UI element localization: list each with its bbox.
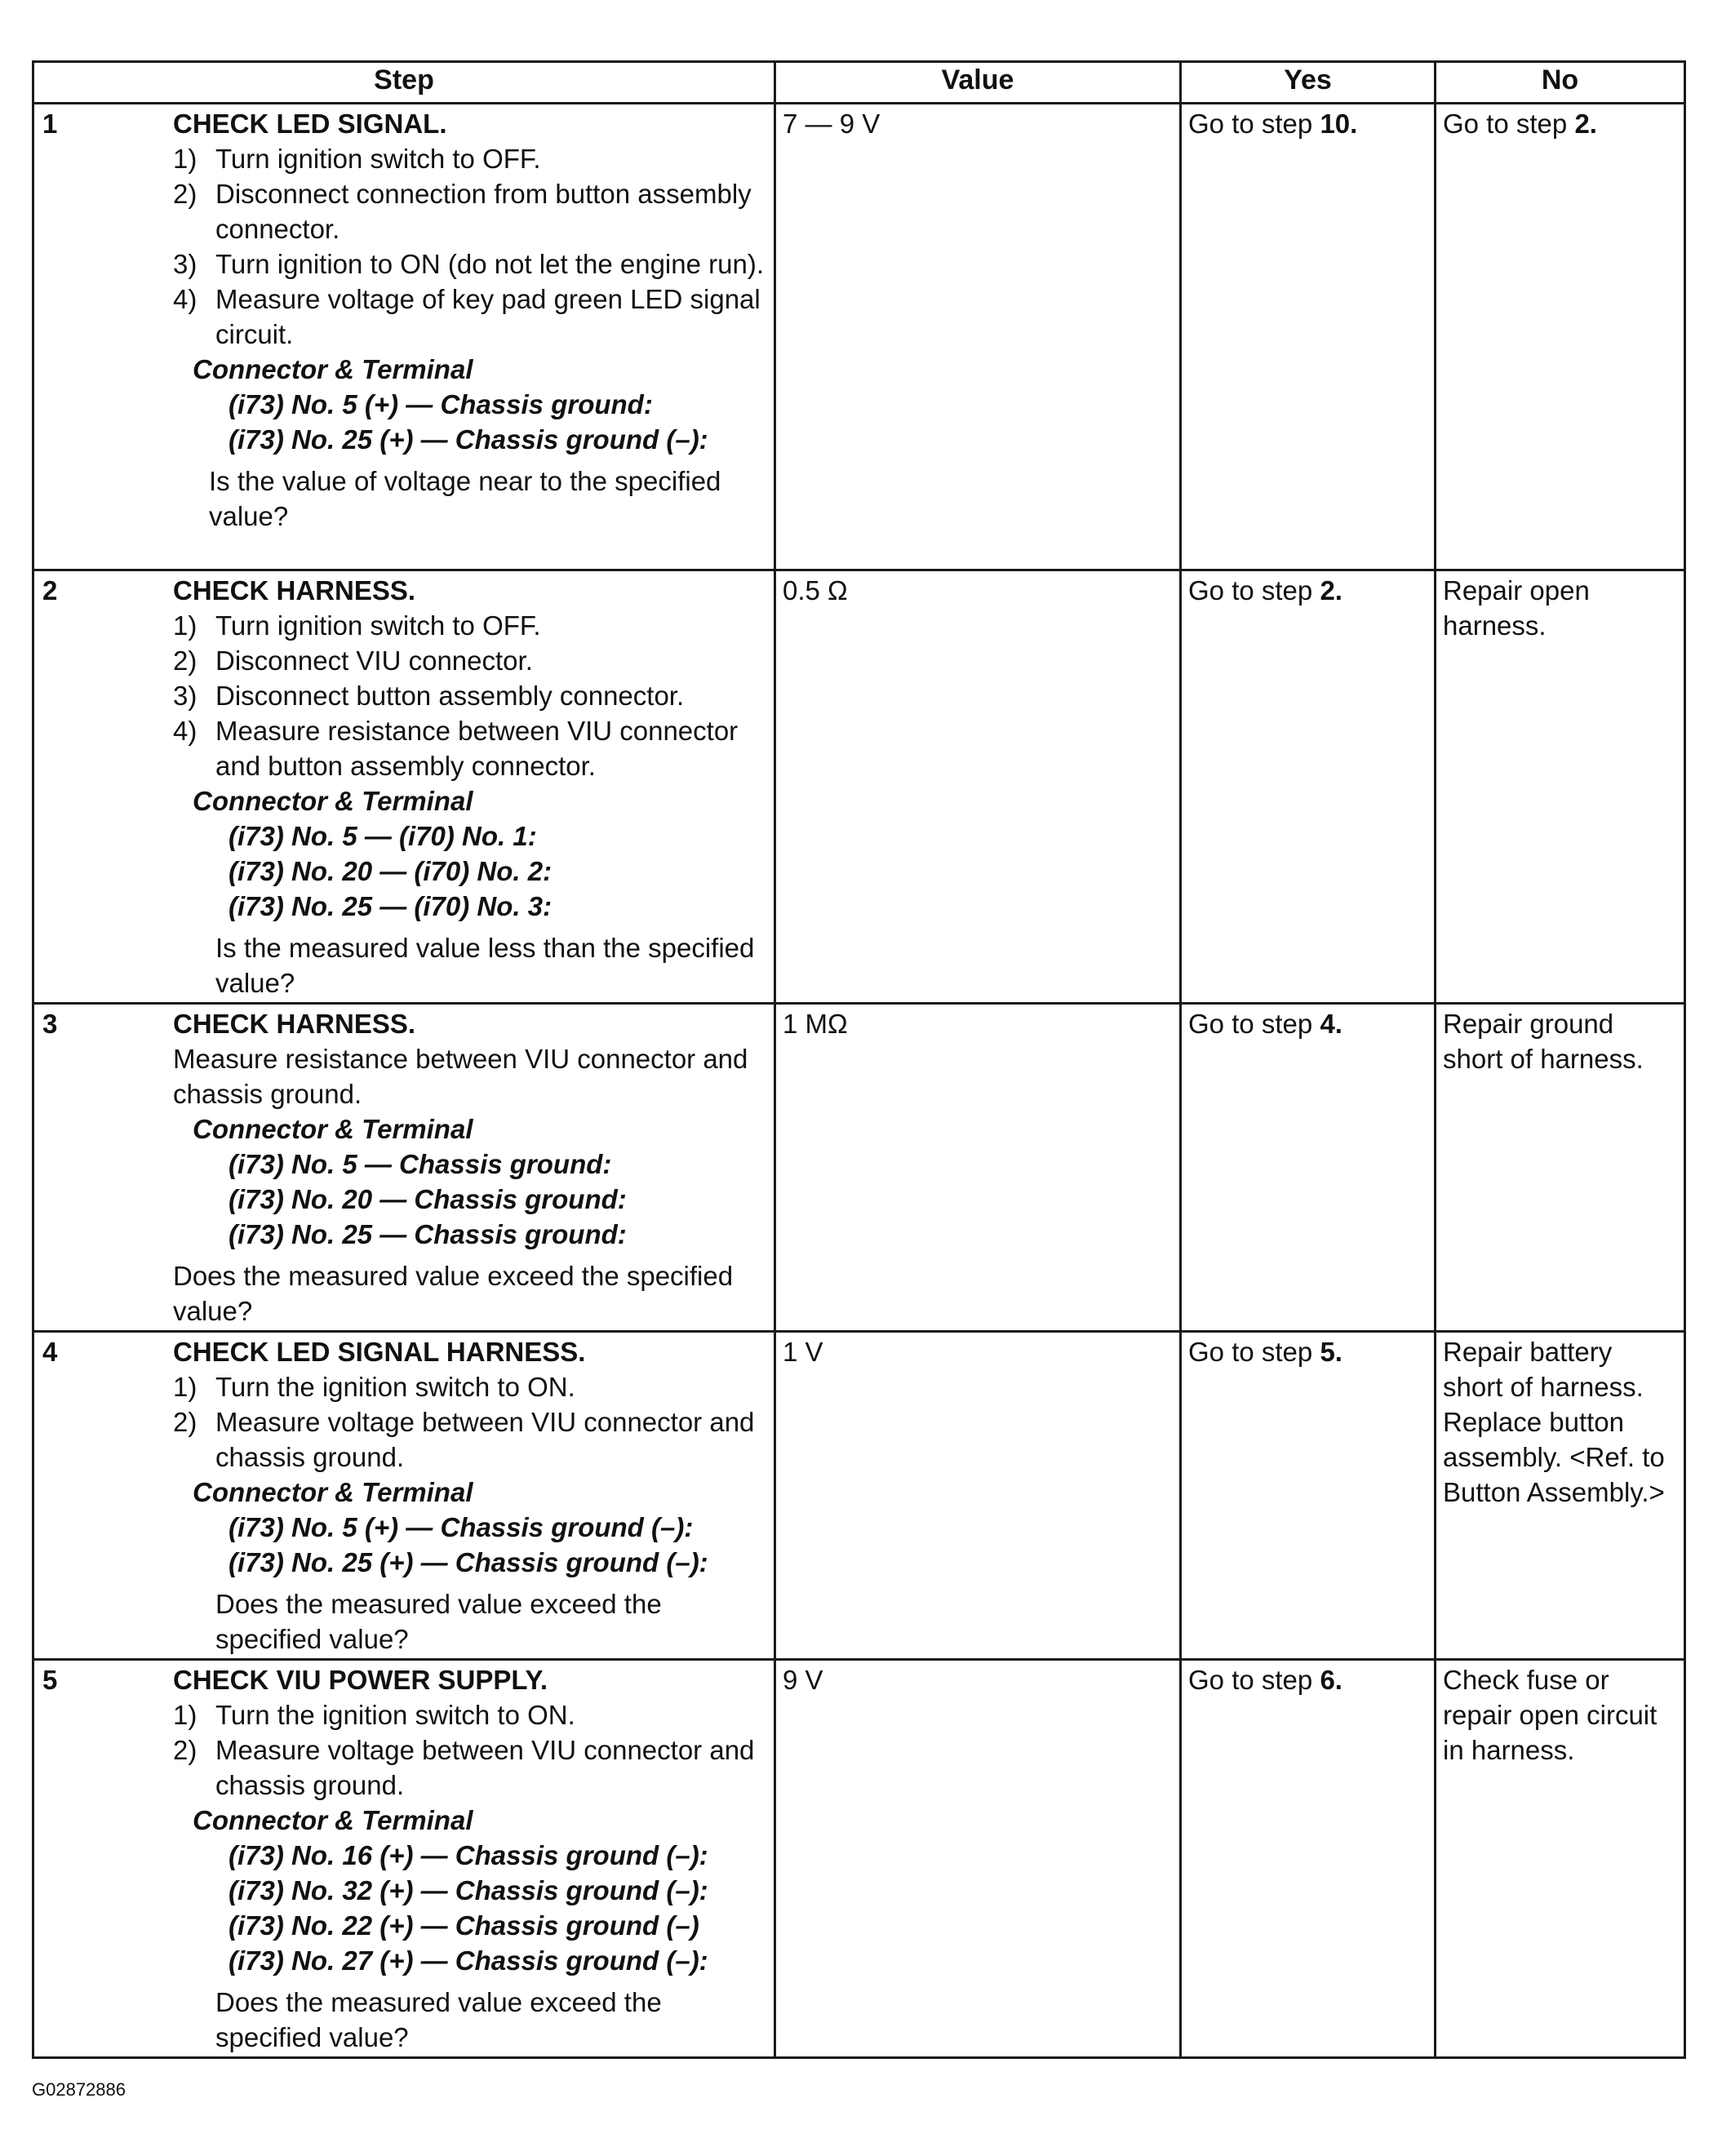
connector-terminal-label: Connector & Terminal — [193, 786, 473, 816]
table-row-step-4 — [33, 1332, 1685, 1660]
table-row-step-2 — [33, 570, 1685, 1004]
step-title: CHECK LED SIGNAL HARNESS. — [173, 1337, 586, 1367]
connector-terminal-line: (i73) No. 25 — Chassis ground: — [229, 1219, 627, 1249]
step-number: 3 — [42, 1009, 58, 1039]
step-question: Does the measured value exceed the specified value? — [215, 1589, 662, 1654]
connector-terminal-line: (i73) No. 20 — (i70) No. 2: — [229, 856, 553, 886]
connector-terminal-line: (i73) No. 22 (+) — Chassis ground (–) — [229, 1910, 699, 1941]
step-cell — [33, 1332, 775, 1660]
procedure-item: 2) Measure voltage between VIU connector and chassis ground. — [173, 1407, 755, 1472]
step-cell — [33, 570, 775, 1004]
connector-terminal-line: (i73) No. 25 — (i70) No. 3: — [229, 891, 553, 921]
step-number: 1 — [42, 109, 58, 139]
header-no: No — [1436, 62, 1685, 104]
procedure-item: 3) Disconnect button assembly connector. — [173, 681, 685, 711]
diagnostic-table-container — [32, 60, 1684, 2059]
procedure-item: 4) Measure voltage of key pad green LED signal circuit. — [173, 284, 761, 349]
table-row-step-3 — [33, 1004, 1685, 1332]
connector-terminal-line: (i73) No. 5 (+) — Chassis ground (–): — [229, 1512, 694, 1542]
connector-terminal-line: (i73) No. 27 (+) — Chassis ground (–): — [229, 1945, 708, 1976]
procedure-item: 2) Disconnect VIU connector. — [173, 645, 533, 676]
value-cell: 0.5 Ω — [775, 570, 1181, 1004]
procedure-item: 1) Turn ignition switch to OFF. — [173, 144, 541, 174]
procedure-item: 1) Turn the ignition switch to ON. — [173, 1700, 575, 1730]
connector-terminal-line: (i73) No. 32 (+) — Chassis ground (–): — [229, 1875, 708, 1905]
value-cell: 1 MΩ — [775, 1004, 1181, 1332]
step-cell — [33, 104, 775, 570]
table-header-row — [33, 62, 1685, 104]
figure-code: G02872886 — [32, 2079, 126, 2100]
connector-terminal-label: Connector & Terminal — [193, 1114, 473, 1144]
header-step: Step — [33, 62, 775, 104]
value-cell: 1 V — [775, 1332, 1181, 1660]
yes-step-ref: 10. — [1320, 109, 1358, 139]
yes-step-ref: 6. — [1320, 1665, 1342, 1695]
connector-terminal-line: (i73) No. 5 (+) — Chassis ground: — [229, 389, 653, 419]
connector-terminal-label: Connector & Terminal — [193, 1805, 473, 1835]
step-title: CHECK HARNESS. — [173, 575, 416, 606]
yes-cell: Go to step 2. — [1181, 570, 1436, 1004]
header-yes: Yes — [1181, 62, 1436, 104]
step-question: Does the measured value exceed the specified value? — [173, 1261, 734, 1326]
value-cell: 7 — 9 V — [775, 104, 1181, 570]
yes-step-ref: 2. — [1320, 575, 1342, 606]
connector-terminal-line: (i73) No. 25 (+) — Chassis ground (–): — [229, 424, 708, 455]
no-cell: Go to step 2. — [1436, 104, 1685, 570]
yes-cell: Go to step 6. — [1181, 1660, 1436, 2058]
yes-step-ref: 4. — [1320, 1009, 1342, 1039]
step-number: 4 — [42, 1337, 58, 1367]
step-intro: Measure resistance between VIU connector and chassis ground. — [173, 1044, 748, 1109]
no-cell: Check fuse or repair open circuit in harness. — [1436, 1660, 1685, 2058]
connector-terminal-line: (i73) No. 5 — (i70) No. 1: — [229, 821, 537, 851]
step-question: Is the value of voltage near to the specified value? — [209, 466, 721, 531]
step-number: 5 — [42, 1665, 58, 1695]
procedure-item: 1) Turn ignition switch to OFF. — [173, 610, 541, 641]
step-cell — [33, 1660, 775, 2058]
step-title: CHECK HARNESS. — [173, 1009, 416, 1039]
table-row-step-5 — [33, 1660, 1685, 2058]
no-cell: Repair open harness. — [1436, 570, 1685, 1004]
connector-terminal-label: Connector & Terminal — [193, 1477, 473, 1507]
procedure-item: 2) Disconnect connection from button assembly connector. — [173, 179, 752, 244]
procedure-item: 1) Turn the ignition switch to ON. — [173, 1372, 575, 1402]
procedure-item: 3) Turn ignition to ON (do not let the engine run). — [173, 249, 764, 279]
connector-terminal-label: Connector & Terminal — [193, 354, 473, 384]
connector-terminal-line: (i73) No. 25 (+) — Chassis ground (–): — [229, 1547, 708, 1577]
procedure-item: 2) Measure voltage between VIU connector and chassis ground. — [173, 1735, 755, 1800]
table-row-step-1 — [33, 104, 1685, 570]
step-title: CHECK VIU POWER SUPPLY. — [173, 1665, 548, 1695]
connector-terminal-line: (i73) No. 5 — Chassis ground: — [229, 1149, 612, 1179]
yes-cell: Go to step 10. — [1181, 104, 1436, 570]
connector-terminal-line: (i73) No. 20 — Chassis ground: — [229, 1184, 627, 1214]
yes-cell: Go to step 4. — [1181, 1004, 1436, 1332]
step-question: Is the measured value less than the specified value? — [215, 933, 755, 998]
step-title: CHECK LED SIGNAL. — [173, 109, 447, 139]
step-number: 2 — [42, 575, 58, 606]
no-cell: Repair battery short of harness. Replace button assembly. <Ref. to Button Assembly.> — [1436, 1332, 1685, 1660]
yes-cell: Go to step 5. — [1181, 1332, 1436, 1660]
value-cell: 9 V — [775, 1660, 1181, 2058]
no-step-ref: 2. — [1574, 109, 1597, 139]
step-question: Does the measured value exceed the specified value? — [215, 1987, 662, 2052]
yes-step-ref: 5. — [1320, 1337, 1342, 1367]
header-value: Value — [775, 62, 1181, 104]
connector-terminal-line: (i73) No. 16 (+) — Chassis ground (–): — [229, 1840, 708, 1870]
no-cell: Repair ground short of harness. — [1436, 1004, 1685, 1332]
diagnostic-table — [32, 60, 1686, 2059]
step-cell — [33, 1004, 775, 1332]
procedure-item: 4) Measure resistance between VIU connector and button assembly connector. — [173, 716, 739, 781]
